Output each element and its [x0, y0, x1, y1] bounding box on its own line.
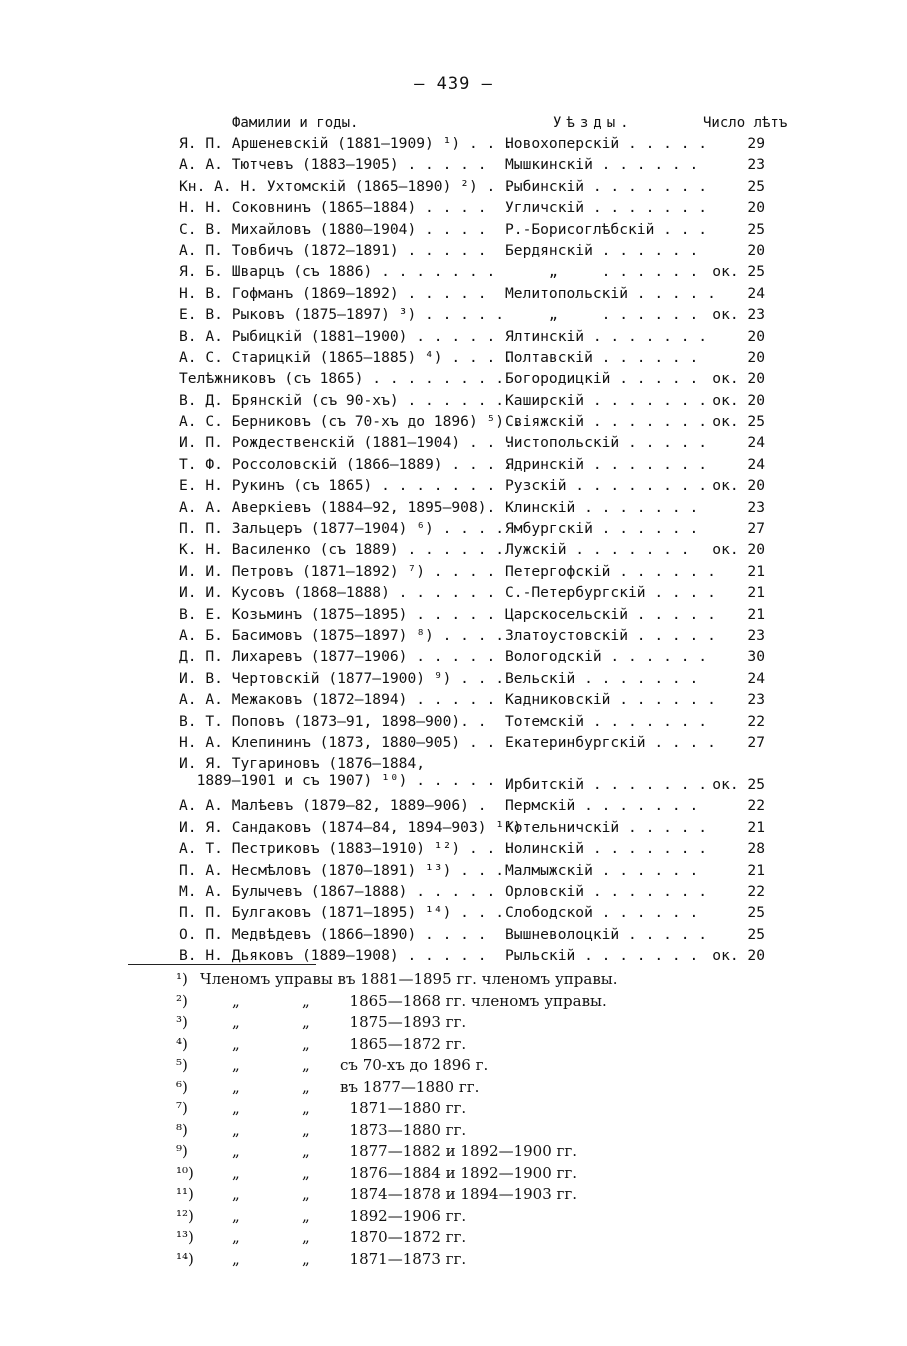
footnote-mark: ³) [176, 1013, 188, 1031]
row-name: Е. Н. Рукинъ (съ 1865) . . . . . . . [179, 477, 496, 495]
footnote-mark: ⁷) [176, 1099, 188, 1117]
row-district: Екатеринбургскій . . . . [505, 733, 716, 751]
row-name: Телѣжниковъ (съ 1865) . . . . . . . . [179, 370, 505, 388]
row-name: В. Д. Брянскій (съ 90-хъ) . . . . . . [179, 391, 505, 409]
row-years: 27 [747, 520, 765, 538]
table-row [0, 499, 907, 520]
table-row [0, 862, 907, 883]
row-name: К. Н. Василенко (съ 1889) . . . . . . [179, 541, 505, 559]
footnote-mark: ¹⁴) [176, 1249, 194, 1268]
footnote-mark: ⁹) [176, 1142, 188, 1160]
row-name: А. А. Аверкіевъ (1884—92, 1895—908). [179, 498, 496, 516]
row-years: 23 [747, 156, 765, 174]
ditto-mark: „ [302, 1228, 310, 1246]
row-years: 21 [747, 818, 765, 836]
footnotes [0, 970, 907, 1271]
row-name: И. И. Петровъ (1871—1892) ⁷) . . . . [179, 562, 496, 580]
footnote-text: 1877—1882 и 1892—1900 гг. [340, 1142, 578, 1160]
row-name: И. Я. Сандаковъ (1874—84, 1894—903) ¹¹) [179, 818, 522, 836]
footnote-text: 1892—1906 гг. [340, 1206, 467, 1225]
ditto-mark: „ [232, 1228, 240, 1246]
table-row [0, 606, 907, 627]
ditto-mark: „ [302, 991, 310, 1010]
footnote [0, 1164, 907, 1186]
row-district: Угличскій . . . . . . . [505, 199, 708, 217]
ditto-mark: „ [302, 1120, 310, 1139]
ditto-mark: „ [232, 1120, 240, 1139]
row-district: Кадниковскій . . . . . . [505, 691, 716, 709]
row-name: А. А. Межаковъ (1872—1894) . . . . . [179, 691, 496, 709]
table-row [0, 797, 907, 818]
row-district: Мелитопольскій . . . . . [505, 284, 716, 302]
footnote-mark: ⁵) [176, 1056, 188, 1074]
row-years: 28 [747, 840, 765, 858]
row-district: Пермскій . . . . . . . [505, 797, 699, 815]
ditto-mark: „ [232, 1163, 240, 1182]
row-years: 25 [747, 220, 765, 238]
row-years: 27 [747, 733, 765, 751]
footnote [0, 1099, 907, 1121]
ditto-mark: „ [302, 1056, 310, 1074]
row-years: 22 [747, 797, 765, 815]
row-district: Ямбургскій . . . . . . [505, 520, 699, 538]
table-row [0, 819, 907, 840]
footnote-text: въ 1877—1880 гг. [340, 1077, 480, 1096]
footnote-text: 1870—1872 гг. [340, 1228, 467, 1246]
table-row [0, 670, 907, 691]
footnote [0, 970, 907, 992]
table-row [0, 840, 907, 861]
row-district: Орловскій . . . . . . . [505, 882, 708, 900]
row-years: ок. 25 [712, 776, 765, 794]
row-district: Полтавскій . . . . . . [505, 348, 699, 366]
row-name: Кн. А. Н. Ухтомскій (1865—1890) ²) . . [179, 177, 513, 195]
table-row [0, 691, 907, 712]
table-row [0, 285, 907, 306]
row-years: 23 [747, 498, 765, 516]
row-name: П. А. Несмѣловъ (1870—1891) ¹³) . . . [179, 861, 505, 879]
row-years: 21 [747, 562, 765, 580]
ditto-mark: „ [302, 1034, 310, 1053]
footnote [0, 1056, 907, 1078]
ditto-mark: „ [232, 1077, 240, 1096]
footnote [0, 1142, 907, 1164]
row-years: 24 [747, 434, 765, 452]
row-district: Вышневолоцкій . . . . . [505, 925, 708, 943]
row-district: Бердянскій . . . . . . [505, 241, 699, 259]
footnote [0, 1121, 907, 1143]
row-years: 29 [747, 135, 765, 152]
row-district: Нолинскій . . . . . . . [505, 840, 708, 858]
row-district: Каширскій . . . . . . . [505, 391, 708, 409]
row-name: Т. Ф. Россоловскій (1866—1889) . . . . [179, 455, 513, 473]
column-header-years: Число лѣтъ [703, 115, 788, 131]
row-district: „ . . . . . . [505, 306, 699, 324]
table-row [0, 392, 907, 413]
row-years: 24 [747, 284, 765, 302]
row-district: Царскосельскій . . . . . [505, 605, 716, 623]
row-years: 20 [747, 241, 765, 259]
row-years: 20 [747, 327, 765, 345]
table-row [0, 178, 907, 199]
row-name: Н. В. Гофманъ (1869—1892) . . . . . [179, 284, 487, 302]
table-row [0, 947, 907, 968]
row-name: А. П. Товбичъ (1872—1891) . . . . . [179, 241, 487, 259]
row-district: Ядринскій . . . . . . . [505, 455, 708, 473]
footnote-text: 1876—1884 и 1892—1900 гг. [340, 1163, 578, 1182]
footnote [0, 1207, 907, 1229]
row-name: М. А. Булычевъ (1867—1888) . . . . . [179, 882, 496, 900]
row-name: А. А. Тютчевъ (1883—1905) . . . . . [179, 156, 487, 174]
row-years: ок. 20 [712, 370, 765, 388]
row-name: В. Н. Дьяковъ (1889—1908) . . . . . [179, 947, 487, 965]
row-name: Я. Б. Шварцъ (съ 1886) . . . . . . . [179, 263, 496, 281]
row-years: 25 [747, 177, 765, 195]
row-district: Рузскій . . . . . . . . [505, 477, 708, 495]
row-years: ок. 20 [712, 391, 765, 409]
footnote-mark: ¹²) [176, 1206, 194, 1225]
row-name: И. Я. Тугариновъ (1876—1884, 1889—1901 и съ 1907) ¹⁰) . . . . . [179, 755, 496, 790]
row-district: Слободской . . . . . . [505, 904, 699, 922]
row-years: 22 [747, 712, 765, 730]
row-name: Я. П. Аршеневскій (1881—1909) ¹) . . . [179, 135, 513, 152]
row-district: Новохоперскій . . . . . [505, 135, 708, 152]
row-district: Клинскій . . . . . . . [505, 498, 699, 516]
row-years: ок. 20 [712, 541, 765, 559]
ditto-mark: „ [232, 1034, 240, 1053]
row-years: 20 [747, 199, 765, 217]
footnote-mark: ⁴) [176, 1034, 188, 1053]
ditto-mark: „ [232, 1185, 240, 1203]
footnote-divider [128, 964, 316, 965]
row-years: ок. 25 [712, 263, 765, 281]
row-district: Ирбитскій . . . . . . . [505, 776, 708, 794]
row-years: ок. 23 [712, 306, 765, 324]
row-years: ок. 20 [712, 477, 765, 495]
footnote-mark: ⁶) [176, 1077, 188, 1096]
row-district: Р.-Борисоглѣбскій . . . [505, 220, 708, 238]
row-years: 21 [747, 584, 765, 602]
table-row [0, 563, 907, 584]
footnote-mark: ¹) [176, 970, 188, 988]
table-row [0, 904, 907, 925]
table-row [0, 349, 907, 370]
row-district: Вельскій . . . . . . . [505, 669, 699, 687]
table-body [0, 135, 907, 968]
footnote-text: съ 70-хъ до 1896 г. [340, 1056, 489, 1074]
row-years: ок. 25 [712, 413, 765, 431]
footnote [0, 1185, 907, 1207]
row-district: Богородицкій . . . . . [505, 370, 699, 388]
footnote-text: Членомъ управы въ 1881—1895 гг. членомъ управы. [200, 970, 618, 988]
row-district: Рыльскій . . . . . . . [505, 947, 699, 965]
footnote-text: 1875—1893 гг. [340, 1013, 467, 1031]
row-years: 23 [747, 626, 765, 644]
column-header-districts: Уѣзды. [553, 115, 634, 131]
footnote [0, 1013, 907, 1035]
footnote [0, 1228, 907, 1250]
row-district: Златоустовскій . . . . . [505, 626, 716, 644]
row-district: Чистопольскій . . . . . [505, 434, 708, 452]
footnote-mark: ¹⁰) [176, 1163, 194, 1182]
footnote [0, 992, 907, 1014]
table-row [0, 306, 907, 327]
row-name: А. С. Старицкій (1865—1885) ⁴) . . . . [179, 348, 513, 366]
footnote-text: 1873—1880 гг. [340, 1120, 467, 1139]
table-row [0, 199, 907, 220]
row-name: Н. Н. Соковнинъ (1865—1884) . . . . [179, 199, 487, 217]
row-name: П. П. Булгаковъ (1871—1895) ¹⁴) . . . [179, 904, 505, 922]
row-name: П. П. Зальцеръ (1877—1904) ⁶) . . . . [179, 520, 505, 538]
row-district: Котельничскій . . . . . [505, 818, 708, 836]
footnote-mark: ²) [176, 991, 188, 1010]
footnote-mark: ¹¹) [176, 1185, 194, 1203]
row-name: А. Т. Пестриковъ (1883—1910) ¹²) . . . [179, 840, 513, 858]
ditto-mark: „ [302, 1249, 310, 1268]
row-years: 20 [747, 348, 765, 366]
row-years: 25 [747, 925, 765, 943]
table-row [0, 883, 907, 904]
row-name: Е. В. Рыковъ (1875—1897) ³) . . . . . [179, 306, 505, 324]
table-row [0, 520, 907, 541]
row-years: 24 [747, 455, 765, 473]
table-row [0, 755, 907, 797]
row-years: 23 [747, 691, 765, 709]
row-name: И. И. Кусовъ (1868—1888) . . . . . . [179, 584, 496, 602]
ditto-mark: „ [302, 1099, 310, 1117]
table-row [0, 263, 907, 284]
table-row [0, 456, 907, 477]
row-district: Петергофскій . . . . . . [505, 562, 716, 580]
row-district: Лужскій . . . . . . . [505, 541, 690, 559]
table-row [0, 434, 907, 455]
row-years: 24 [747, 669, 765, 687]
column-header-names: Фамилии и годы. [232, 115, 359, 131]
row-years: ок. 20 [712, 947, 765, 965]
row-name: Д. П. Лихаревъ (1877—1906) . . . . . [179, 648, 496, 666]
row-district: Мышкинскій . . . . . . [505, 156, 699, 174]
row-name: А. С. Берниковъ (съ 70-хъ до 1896) ⁵) . [179, 413, 522, 431]
footnote-text: 1874—1878 и 1894—1903 гг. [340, 1185, 578, 1203]
row-name: И. П. Рождественскій (1881—1904) . . . [179, 434, 513, 452]
ditto-mark: „ [302, 1185, 310, 1203]
footnote [0, 1078, 907, 1100]
row-name: А. А. Малѣевъ (1879—82, 1889—906) . [179, 797, 487, 815]
table-row [0, 477, 907, 498]
row-district: Вологодскій . . . . . . [505, 648, 708, 666]
table-row [0, 413, 907, 434]
row-district: С.-Петербургскій . . . . [505, 584, 716, 602]
table-row [0, 242, 907, 263]
row-name: И. В. Чертовскій (1877—1900) ⁹) . . . [179, 669, 505, 687]
footnote-text: 1865—1872 гг. [340, 1034, 467, 1053]
page-number: — 439 — [414, 74, 493, 94]
row-district: Малмыжскій . . . . . . [505, 861, 699, 879]
ditto-mark: „ [302, 1163, 310, 1182]
row-years: 22 [747, 882, 765, 900]
row-district: „ . . . . . . [505, 263, 699, 281]
ditto-mark: „ [302, 1142, 310, 1160]
row-district: Рыбинскій . . . . . . . [505, 177, 708, 195]
row-name: Н. А. Клепининъ (1873, 1880—905) . . [179, 733, 496, 751]
ditto-mark: „ [232, 1206, 240, 1225]
table-row [0, 156, 907, 177]
ditto-mark: „ [302, 1013, 310, 1031]
ditto-mark: „ [232, 1013, 240, 1031]
row-district: Тотемскій . . . . . . . [505, 712, 708, 730]
ditto-mark: „ [232, 1056, 240, 1074]
table-row [0, 541, 907, 562]
ditto-mark: „ [232, 1142, 240, 1160]
row-district: Ялтинскій . . . . . . . [505, 327, 708, 345]
footnote [0, 1035, 907, 1057]
row-years: 30 [747, 648, 765, 666]
table-row [0, 584, 907, 605]
table-row [0, 627, 907, 648]
row-name: О. П. Медвѣдевъ (1866—1890) . . . . [179, 925, 487, 943]
ditto-mark: „ [232, 1099, 240, 1117]
footnote-mark: ⁸) [176, 1120, 188, 1139]
ditto-mark: „ [302, 1206, 310, 1225]
table-row [0, 135, 907, 156]
table-row [0, 713, 907, 734]
row-name: В. Т. Поповъ (1873—91, 1898—900). . [179, 712, 487, 730]
row-district: Свіяжскій . . . . . . . [505, 413, 708, 431]
row-name: С. В. Михайловъ (1880—1904) . . . . [179, 220, 487, 238]
row-years: 21 [747, 605, 765, 623]
footnote-text: 1871—1880 гг. [340, 1099, 467, 1117]
table-row [0, 221, 907, 242]
footnote-mark: ¹³) [176, 1228, 194, 1246]
table-row [0, 648, 907, 669]
ditto-mark: „ [302, 1077, 310, 1096]
row-years: 25 [747, 904, 765, 922]
ditto-mark: „ [232, 991, 240, 1010]
row-name: В. А. Рыбицкій (1881—1900) . . . . . [179, 327, 496, 345]
table-row [0, 926, 907, 947]
table-row [0, 328, 907, 349]
footnote [0, 1250, 907, 1272]
ditto-mark: „ [232, 1249, 240, 1268]
row-years: 21 [747, 861, 765, 879]
row-name: В. Е. Козьминъ (1875—1895) . . . . . [179, 605, 496, 623]
table-row [0, 734, 907, 755]
footnote-text: 1871—1873 гг. [340, 1249, 467, 1268]
row-name: А. Б. Басимовъ (1875—1897) ⁸) . . . . [179, 626, 505, 644]
table-row [0, 370, 907, 391]
footnote-text: 1865—1868 гг. членомъ управы. [340, 991, 607, 1010]
